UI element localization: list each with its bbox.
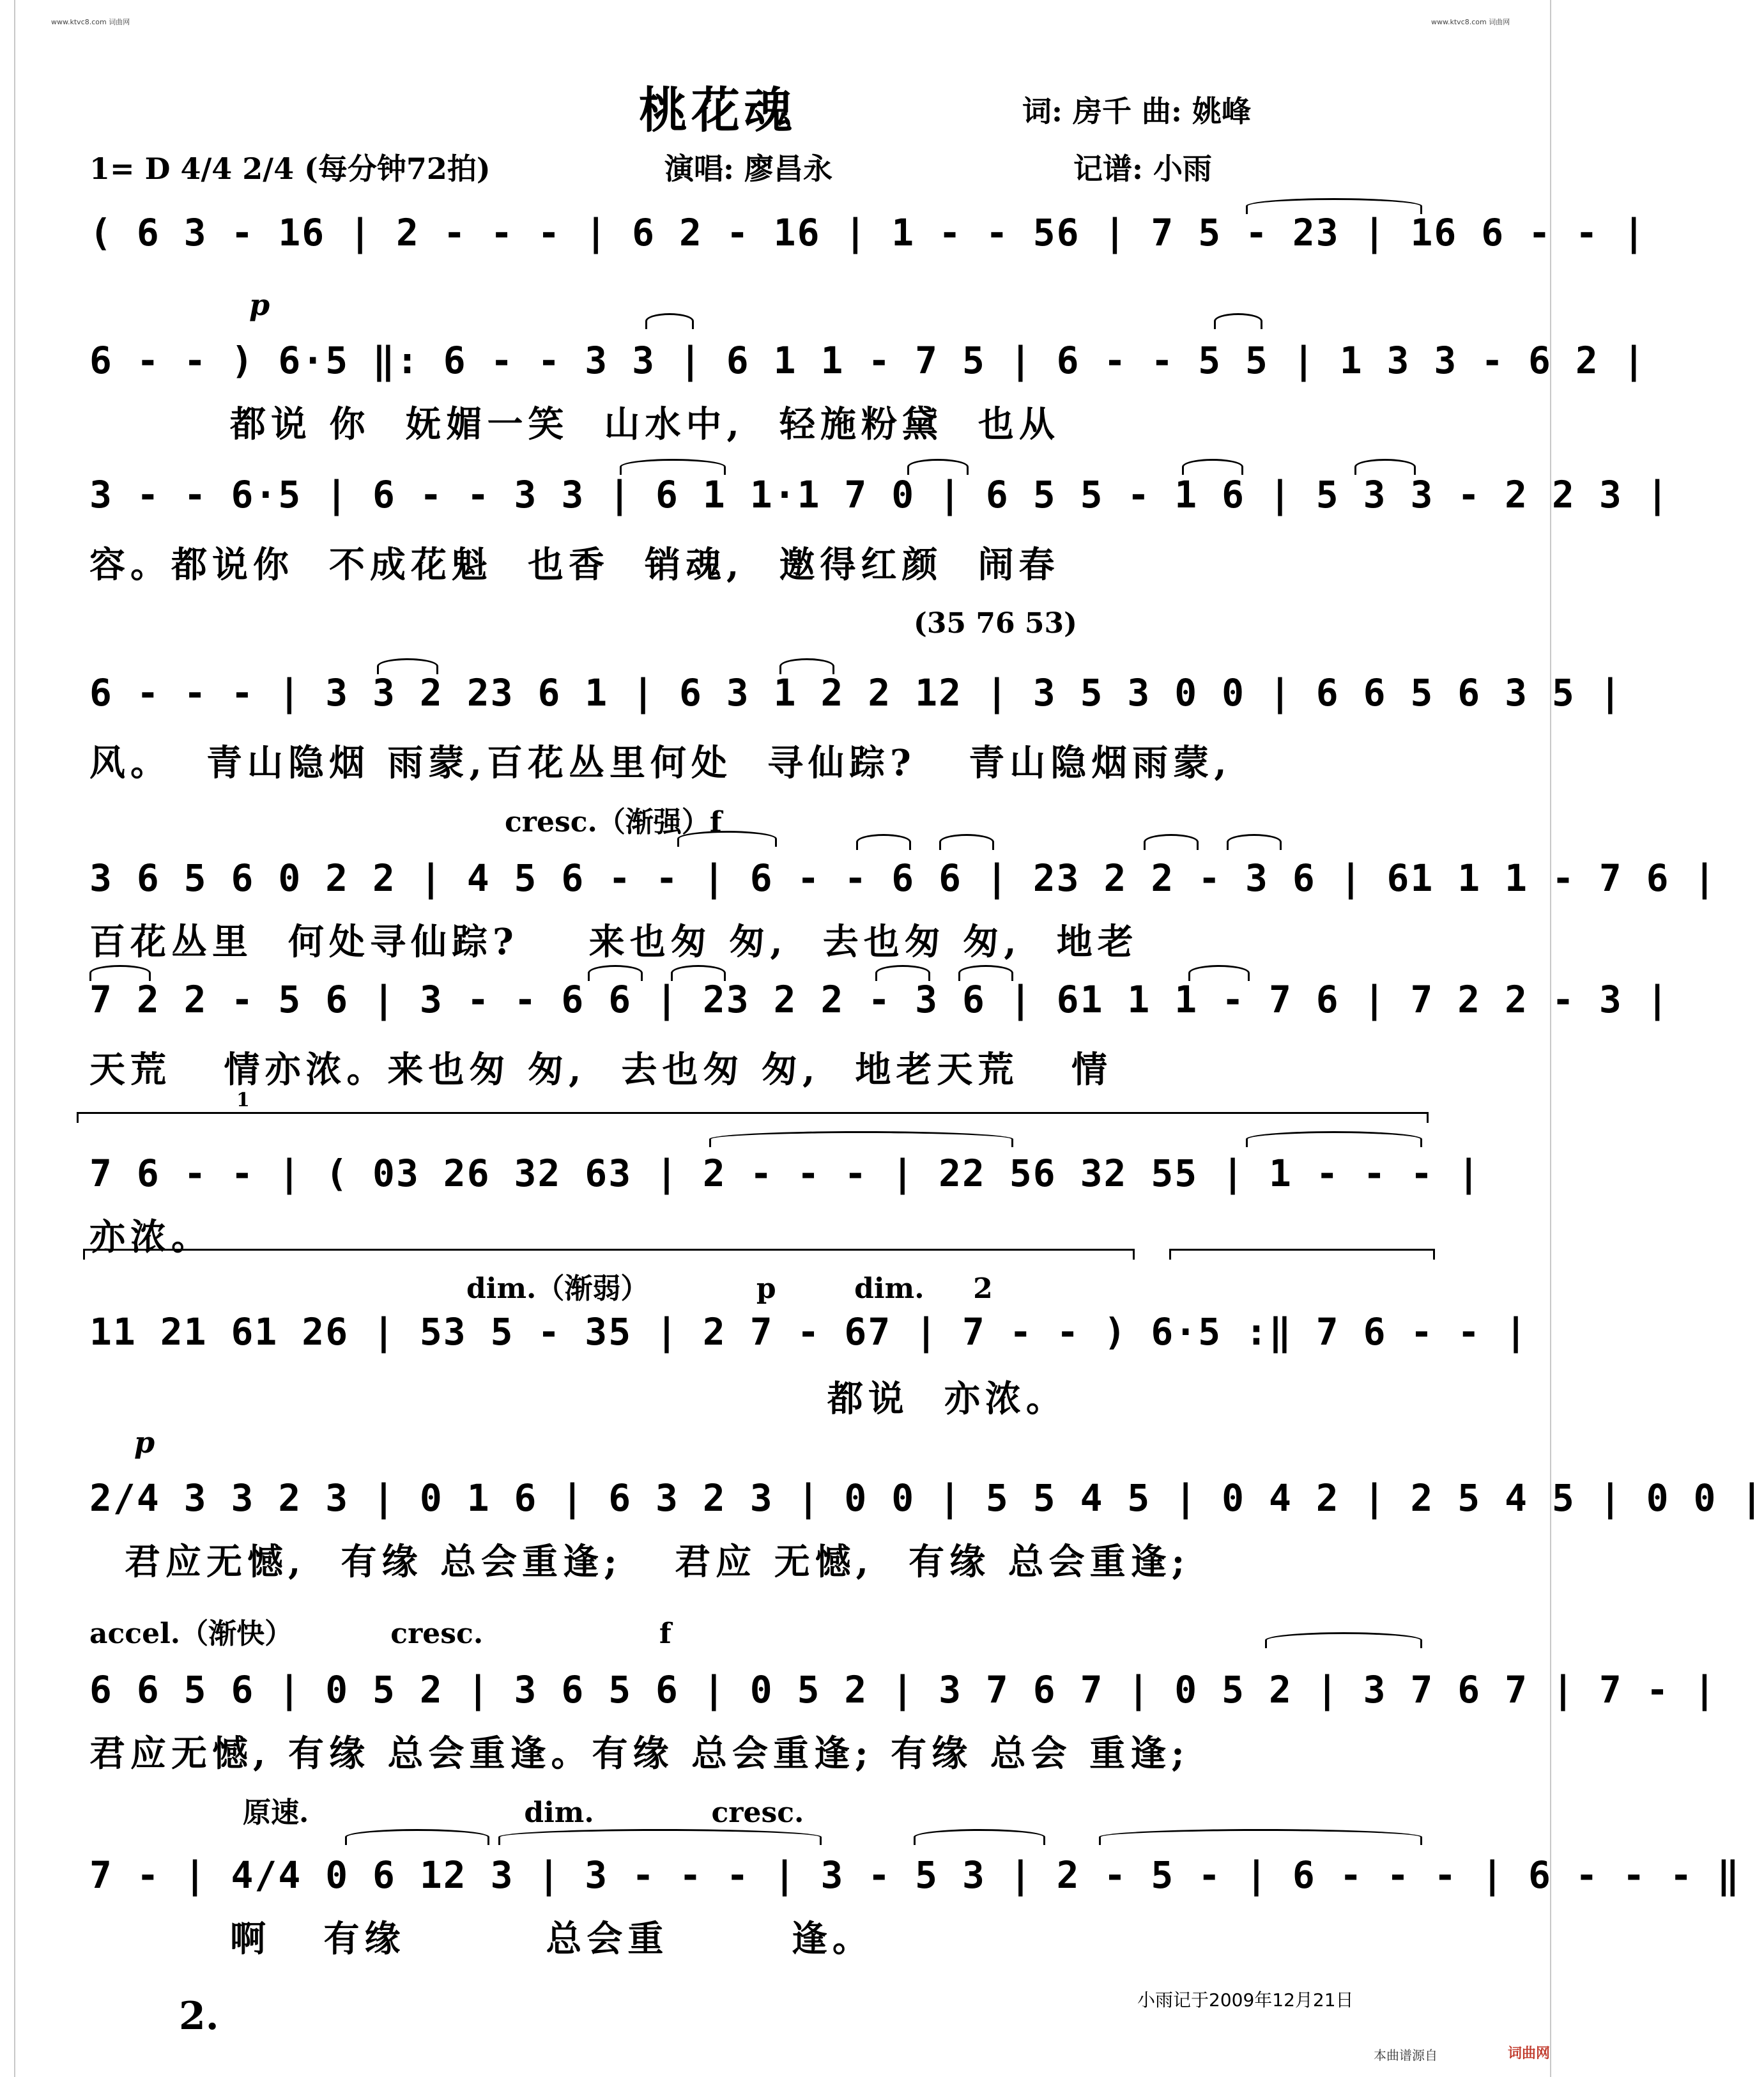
notation: 7 2 2 - 5 6 | 3 - - 6 6 | 23 2 2 - 3 6 | 61 1 1 - 7 6 | 7 2 2 - 3 | (89, 978, 1670, 1021)
tie (1099, 1829, 1422, 1845)
lyrics: 天荒 情亦浓。来也匆 匆, 去也匆 匆, 地老天荒 情 (89, 1049, 1112, 1091)
tie (645, 313, 694, 329)
tie (498, 1829, 822, 1845)
notation: 7 - | 4/4 0 6 12 3 | 3 - - - | 3 - 5 3 | 2 - 5 - | 6 - - - | 6 - - - ‖ (89, 1853, 1741, 1897)
lyrics: 都说 亦浓。 (89, 1378, 1067, 1420)
tie (1265, 1632, 1422, 1648)
tempo-marking: 原速. dim. cresc. (243, 1796, 804, 1829)
notation: 6 - - ) 6·5 ‖: 6 - - 3 3 | 6 1 1 - 7 5 | 6 - - 5 5 | 1 3 3 - 6 2 | (89, 339, 1646, 382)
lyrics: 容。都说你 不成花魁 也香 销魂, 邀得红颜 闹春 (89, 544, 1060, 586)
notation: 3 - - 6·5 | 6 - - 3 3 | 6 1 1·1 7 0 | 6 5 5 - 1 6 | 5 3 3 - 2 2 3 | (89, 473, 1670, 516)
tie (1214, 313, 1262, 329)
volta-number: 1 (236, 1089, 250, 1111)
lyrics: 亦浓。 (89, 1216, 212, 1258)
right-border (1550, 0, 1565, 2077)
lyrics: 风。 青山隐烟 雨蒙,百花丛里何处 寻仙踪? 青山隐烟雨蒙, (89, 742, 1232, 784)
notation: 7 6 - - | ( 03 26 32 63 | 2 - - - | 22 56 32 55 | 1 - - - | (89, 1152, 1482, 1195)
lyrics: 啊 有缘 总会重 逢。 (89, 1918, 873, 1960)
notation: 11 21 61 26 | 53 5 - 35 | 2 7 - 67 | 7 - - ) 6·5 :‖ 7 6 - - | (89, 1310, 1529, 1354)
notation: 3 6 5 6 0 2 2 | 4 5 6 - - | 6 - - 6 6 | 23 2 2 - 3 6 | 61 1 1 - 7 6 | (89, 856, 1717, 900)
tie (345, 1829, 489, 1845)
lyrics: 君应无憾, 有缘 总会重逢; 君应 无憾, 有缘 总会重逢; (89, 1541, 1190, 1583)
volta-bracket-1 (77, 1112, 1429, 1123)
site-logo[interactable]: 词曲网 (1508, 2046, 1551, 2062)
site-url-left: www.ktvc8.com 词曲网 (51, 18, 130, 26)
tie (939, 834, 994, 850)
tie (1144, 834, 1199, 850)
lyrics: 百花丛里 何处寻仙踪? 来也匆 匆, 去也匆 匆, 地老 (89, 921, 1139, 963)
page-number: 2. (179, 1994, 219, 2039)
tempo-marking: accel.（渐快） cresc. f (89, 1618, 671, 1650)
lyrics: 君应无憾, 有缘 总会重逢。有缘 总会重逢; 有缘 总会 重逢; (89, 1733, 1190, 1775)
tie (1246, 1131, 1422, 1147)
notation: 6 - - - | 3 3 2 23 6 1 | 6 3 1 2 2 12 | 3 5 3 0 0 | 6 6 5 6 3 5 | (89, 671, 1623, 714)
lyrics: 都说 你 妩媚一笑 山水中, 轻施粉黛 也从 (89, 403, 1060, 445)
site-url-right: www.ktvc8.com 词曲网 (1431, 18, 1510, 26)
interlude-notes: (35 76 53) (914, 607, 1077, 640)
notation: ( 6 3 - 16 | 2 - - - | 6 2 - 16 | 1 - - 56 | 7 5 - 23 | 16 6 - - | (89, 211, 1646, 254)
key-time-signature: 1= D 4/4 2/4 (每分钟72拍) (89, 151, 491, 186)
volta-bracket-end (83, 1249, 1135, 1260)
singer: 演唱: 廖昌永 (664, 151, 832, 186)
transcriber: 记谱: 小雨 (1073, 151, 1212, 186)
dim-marking: dim.（渐弱） p dim. 2 (466, 1272, 993, 1305)
source-note: 本曲谱源自 (1374, 2048, 1438, 2063)
tie (709, 1131, 1013, 1147)
dynamic-mark: p (134, 1425, 155, 1460)
song-title: 桃花魂 (639, 82, 796, 139)
notation: 2/4 3 3 2 3 | 0 1 6 | 6 3 2 3 | 0 0 | 5 5 4 5 | 0 4 2 | 2 5 4 5 | 0 0 | (89, 1476, 1764, 1520)
volta-bracket-2 (1169, 1249, 1435, 1260)
cresc-marking: cresc.（渐强）f (505, 806, 722, 838)
tie (1227, 834, 1282, 850)
left-border (0, 0, 15, 2077)
transcription-date: 小雨记于2009年12月21日 (1137, 1989, 1354, 2011)
credits: 词: 房千 曲: 姚峰 (1022, 94, 1252, 128)
tie (677, 831, 777, 847)
dynamic-mark: p (249, 288, 270, 322)
notation: 6 6 5 6 | 0 5 2 | 3 6 5 6 | 0 5 2 | 3 7 6 7 | 0 5 2 | 3 7 6 7 | 7 - | (89, 1668, 1717, 1711)
tie (914, 1829, 1045, 1845)
tie (856, 834, 911, 850)
